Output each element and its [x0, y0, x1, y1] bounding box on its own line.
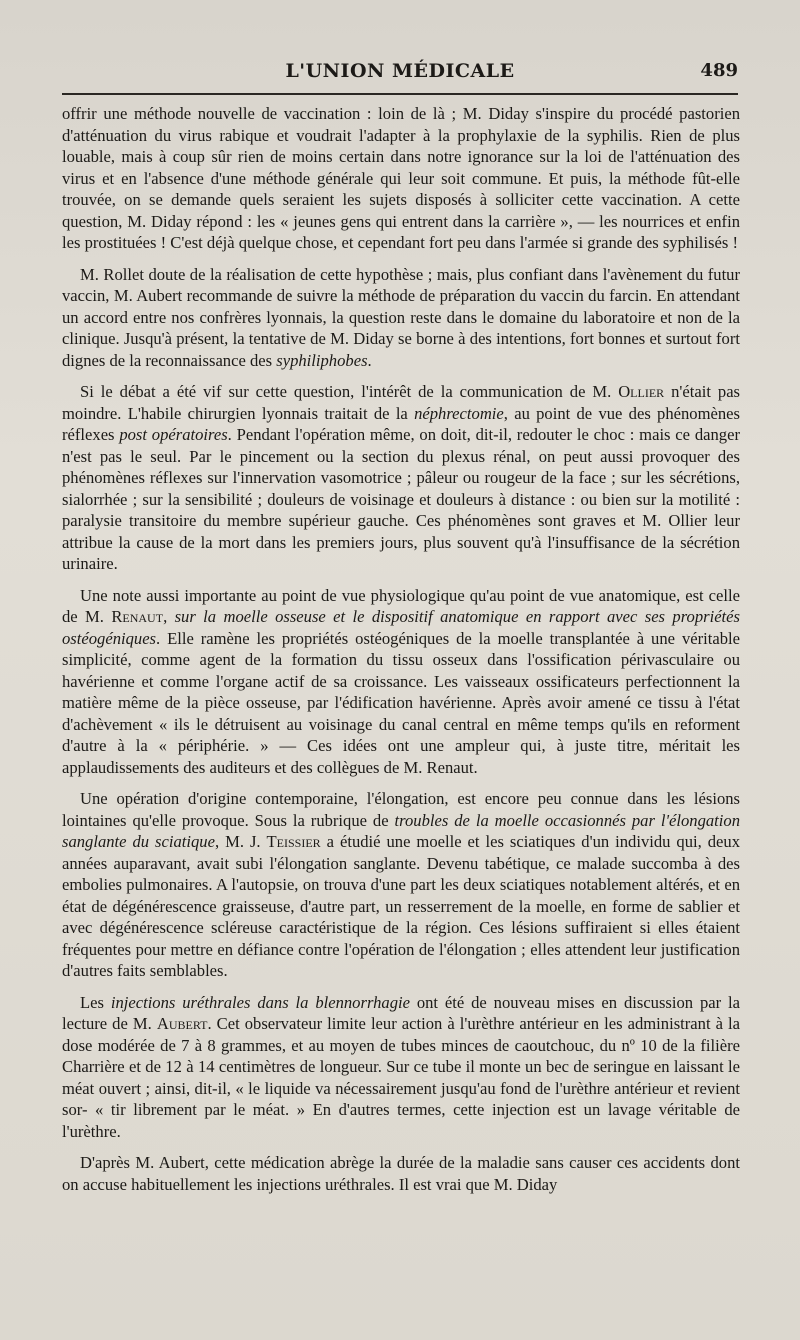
- paragraph-aubert: D'après M. Aubert, cette médication abrège la durée de la maladie sans causer ces accidents dont on accuse habituellement les injections uréthrales. Il est vrai que M. Diday: [62, 1153, 740, 1194]
- paragraph-ollier: Si le débat a été vif sur cette question, l'intérêt de la communication de M. Ollier n'était pas moindre. L'habile chirurgien lyonnais traitait de la néphrectomie, au point de vue des phénomènes réflexes post opératoires. Pendant l'opération même, on doit, dit-il, redouter le choc : mais ce danger n'est pas le seul. Par le pincement ou la section du plexus rénal, on peut aussi provoquer des phénomènes réflexes sur l'innervation vasomotrice ; pâleur ou rougeur de la face ; sur les sécrétions, sialorrhée ; sur la sensibilité ; douleurs de voisinage et douleurs à distance : ou bien sur la motilité : paralysie transitoire du membre supérieur gauche. Ces phénomènes sont graves et M. Ollier leur attribue la cause de la mort dans les premiers jours, plus souvent qu'à l'insuffisance de la sécrétion urinaire.: [62, 382, 741, 573]
- paragraph-renaut: Une note aussi importante au point de vue physiologique qu'au point de vue anatomique, est celle de M. Renaut, sur la moelle osseuse et le dispositif anatomique en rapport avec ses propriétés ostéogéniques. Elle ramène les propriétés ostéogéniques de la moelle transplantée à une véritable simplicité, comme agent de la formation du tissu osseux dans l'ossification périvasculaire ou havérienne et comme l'organe actif de sa croissance. Les vaisseaux ossificateurs perfectionnent la matière même de la pièce osseuse, par l'édification havérienne. Après avoir amené ce tissu à l'état d'achèvement « ils le détruisent au voisinage du canal central en même temps qu'ils en reforment d'autre à la « périphérie. » — Ces idées ont une ampleur qui, à juste titre, méritait les applaudissements des auditeurs et des collègues de M. Renaut.: [62, 585, 740, 777]
- paragraph-vaccination: offrir une méthode nouvelle de vaccination : loin de là ; M. Diday s'inspire du procédé pastorien d'atténuation du virus rabique et voudrait l'adapter à la prophylaxie de la syphilis. Rien de plus louable, mais à coup sûr rien de moins certain dans notre ignorance sur la loi de l'atténuation des virus et en l'absence d'une méthode générale qui leur soit commune. Et puis, la méthode fût-elle trouvée, on se demande quels seraient les sujets disposés à solliciter cette vaccination. A cette question, M. Diday répond : les « jeunes gens qui entrent dans la carrière », — les nourrices et enfin les prostituées ! C'est déjà quelque chose, et cependant fort peu dans l'armée si grande des syphilisés !: [62, 104, 740, 252]
- article-body: [62, 103, 740, 1205]
- running-header: [60, 60, 740, 88]
- paragraph-injections: Les injections uréthrales dans la blennorrhagie ont été de nouveau mises en discussion par la lecture de M. Aubert. Cet observateur limite leur action à l'urèthre antérieur en les administrant à la dose modérée de 7 à 8 grammes, et au moyen de tubes minces de caoutchouc, du nº 10 de la filière Charrière et de 12 à 14 centimètres de longueur. Sur ce tube il monte un bec de seringue en laissant le méat ouvert ; ainsi, dit-il, « le liquide va nécessairement jusqu'au fond de l'urèthre antérieur et revient sor- « tir librement par le méat. » En d'autres termes, cette injection est un lavage véritable de l'urèthre.: [62, 992, 741, 1141]
- journal-title: L'UNION MÉDICALE: [285, 60, 515, 82]
- paragraph-elongation: Une opération d'origine contemporaine, l'élongation, est encore peu connue dans les lésions lointaines qu'elle provoque. Sous la rubrique de troubles de la moelle occasionnés par l'élongation sanglante du sciatique, M. J. Teissier a étudié une moelle et les sciatiques d'un individu qui, deux années auparavant, avait subi l'élongation sanglante. Devenu tabétique, ce malade succomba à des embolies pulmonaires. A l'autopsie, on trouva d'une part les deux sciatiques notablement altérés, et en état de dégénérescence graisseuse, d'autre part, un resserrement de la moelle, en forme de sablier et avec dégénérescence scléreuse caractéristique de la région. Ces lésions suffiraient si elles étaient fréquentes pour mettre en défiance contre l'opération de l'élongation ; elles attendent leur justification d'autres faits semblables.: [62, 789, 740, 980]
- paragraph-rollet: M. Rollet doute de la réalisation de cette hypothèse ; mais, plus confiant dans l'avènement du futur vaccin, M. Aubert recommande de suivre la méthode de préparation du vaccin du farcin. En attendant un accord entre nos confrères lyonnais, la question reste dans le domaine du laboratoire et non de la clinique. Jusqu'à présent, la tentative de M. Diday se borne à des intentions, fort bonnes et surtout fort dignes de la reconnaissance des syphiliphobes.: [62, 264, 740, 370]
- header-rule: [62, 93, 738, 95]
- page-number: 489: [700, 60, 738, 81]
